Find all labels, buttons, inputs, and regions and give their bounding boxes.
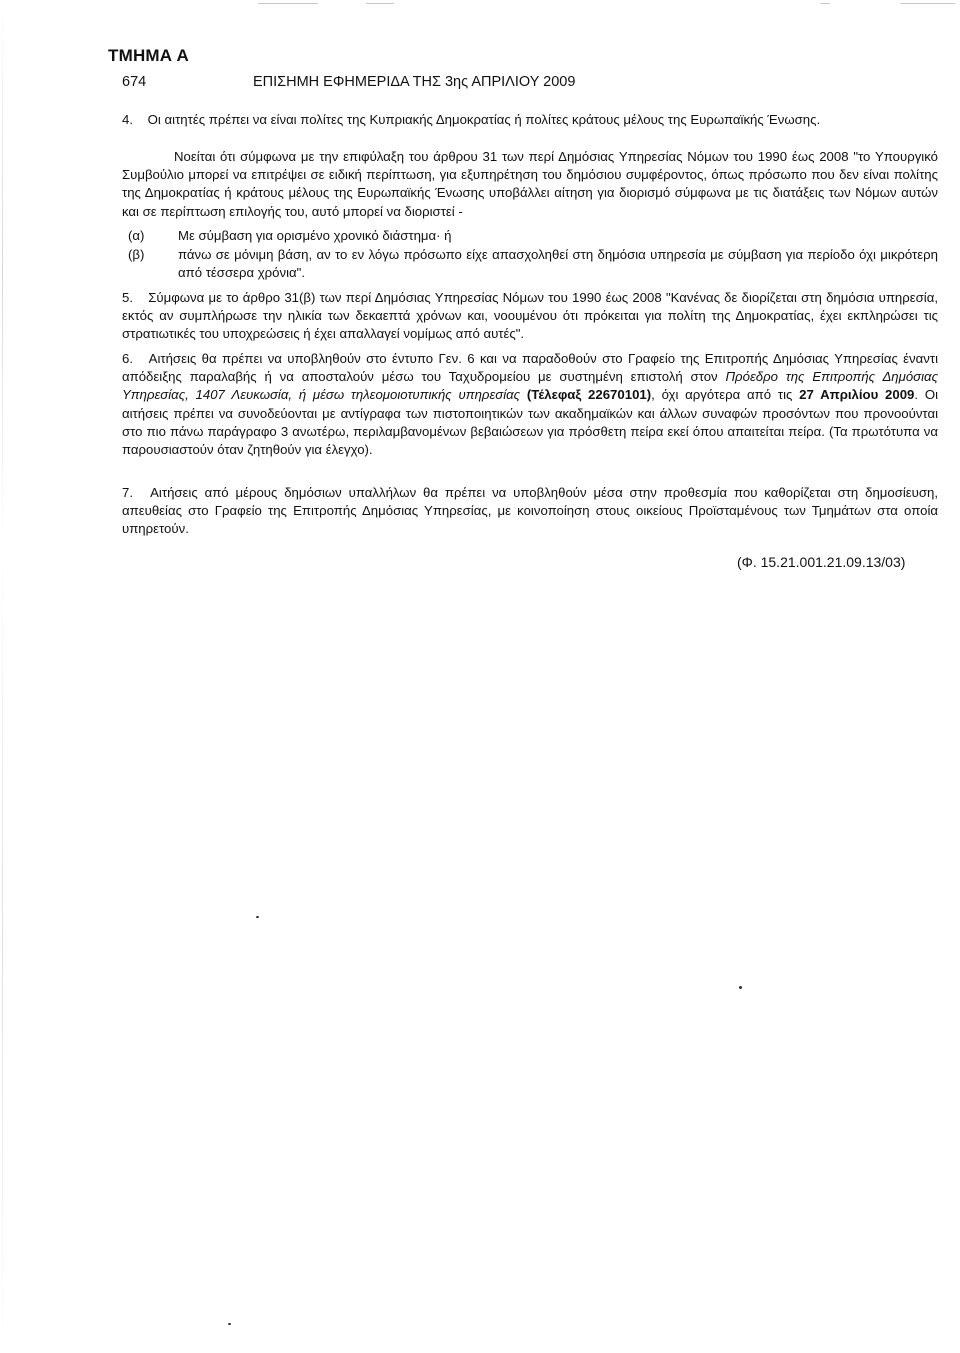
fax-number: (Τέλεφαξ 22670101)	[526, 387, 652, 403]
paragraph-text: Αιτήσεις από μέρους δημόσιων υπαλλήλων θα πρέπει να υποβληθούν μέσα στην προθεσμία που καθορίζεται στη δημοσίευση, απευθείας στο Γραφείο της Επιτροπής Δημόσιας Υπηρεσίας, με κοινοποίηση στους οικείους Προϊσταμένους των Τμημάτων στα οποία υπηρετούν.	[122, 485, 939, 537]
scan-speck	[256, 916, 259, 918]
list-item	[128, 246, 938, 282]
commission-address: Πρόεδρο της Επιτροπής Δημόσιας Υπηρεσίας, 1407 Λευκωσία, ή μέσω τηλεομοιοτυπικής υπηρεσίας	[122, 369, 938, 403]
paragraph-text: Οι αιτητές πρέπει να είναι πολίτες της Κυπριακής Δημοκρατίας ή πολίτες κράτους μέλους της Ευρωπαϊκής Ένωσης.	[147, 112, 821, 127]
list-item-text: Με σύμβαση για ορισμένο χρονικό διάστημα· ή	[178, 228, 452, 243]
paragraph-5	[122, 289, 938, 344]
section-title: ΤΜΗΜΑ Α	[108, 46, 190, 65]
paragraph-number: 7.	[122, 485, 133, 500]
scan-top-artifact	[366, 3, 394, 4]
list-item	[128, 227, 938, 245]
paragraph-6	[122, 350, 938, 459]
scan-speck	[739, 986, 742, 989]
paragraph-number: 4.	[122, 112, 133, 127]
list-item-text: πάνω σε μόνιμη βάση, αν το εν λόγω πρόσωπο είχε απασχοληθεί στη δημόσια υπηρεσία με σύμβαση για περίοδο όχι μικρότερη από τέσσερα χρόνια".	[178, 247, 938, 281]
paragraph-4	[122, 111, 938, 129]
list-marker: (α)	[128, 228, 145, 243]
file-reference: (Φ. 15.21.001.21.09.13/03)	[737, 554, 906, 570]
scan-top-artifact	[258, 3, 318, 4]
paragraph-text: Αιτήσεις θα πρέπει να υποβληθούν στο έντυπο Γεν. 6 και να παραδοθούν στο Γραφείο της Επιτροπής Δημόσιας Υπηρεσίας έναντι απόδειξης παραλαβής ή να αποσταλούν μέσω του Ταχυδρομείου με συστημένη επιστολή στον	[122, 351, 939, 385]
gazette-title: ΕΠΙΣΗΜΗ ΕΦΗΜΕΡΙΔΑ ΤΗΣ 3ης ΑΠΡΙΛΙΟΥ 2009	[253, 74, 576, 90]
paragraph-7	[122, 484, 938, 539]
paragraph-text: , όχι αργότερα από τις	[651, 387, 800, 403]
scan-top-artifact	[900, 3, 955, 4]
scan-speck	[228, 1323, 231, 1325]
paragraph-number: 6.	[122, 351, 133, 366]
scan-top-artifact	[820, 3, 830, 4]
sub-item-list	[128, 227, 938, 284]
list-marker: (β)	[128, 247, 145, 263]
proviso-note: Νοείται ότι σύμφωνα με την επιφύλαξη του άρθρου 31 των περί Δημόσιας Υπηρεσίας Νόμων του 1990 έως 2008 "το Υπουργικό Συμβούλιο μπορεί να επιτρέψει σε ειδική περίπτωση, για εξυπηρέτηση του δημόσιου συμφέροντος, όπως πρόσωπο που δεν είναι πολίτης της Δημοκρατίας ή κράτους μέλους της Ευρωπαϊκής Ένωσης υποβάλλει αίτηση για διορισμό σύμφωνα με τις διατάξεις των Νόμων αυτών και σε περίπτωση επιλογής του, αυτό μπορεί να διοριστεί -	[122, 149, 938, 219]
scan-edge-artifact	[2, 0, 3, 1353]
paragraph-number: 5.	[122, 290, 133, 305]
paragraph-text: Σύμφωνα με το άρθρο 31(β) των περί Δημόσιας Υπηρεσίας Νόμων του 1990 έως 2008 "Κανένας δε διορίζεται στη δημόσια υπηρεσία, εκτός αν συμπλήρωσε την ηλικία των δεκαεπτά χρόνων και, νοουμένου ότι πρόκειται για πολίτη της Δημοκρατίας, έχει εκπληρώσει τις στρατιωτικές του υποχρεώσεις ή έχει απαλλαγεί νομίμως από αυτές".	[122, 290, 938, 342]
deadline-date: 27 Απριλίου 2009	[799, 387, 915, 403]
page-number: 674	[122, 74, 147, 90]
paragraph-text: . Οι αιτήσεις πρέπει να συνοδεύονται με αντίγραφα των πιστοποιητικών των ακαδημαϊκών και άλλων συναφών προσόντων που προνοούνται στο πιο πάνω παράγραφο 3 ανωτέρω, περιλαμβανομένων βεβαιώσεων για πρόσθετη πείρα εκεί όπου απαιτείται πείρα. (Τα πρωτότυπα να παρουσιαστούν όταν ζητηθούν για έλεγχο).	[122, 387, 939, 458]
